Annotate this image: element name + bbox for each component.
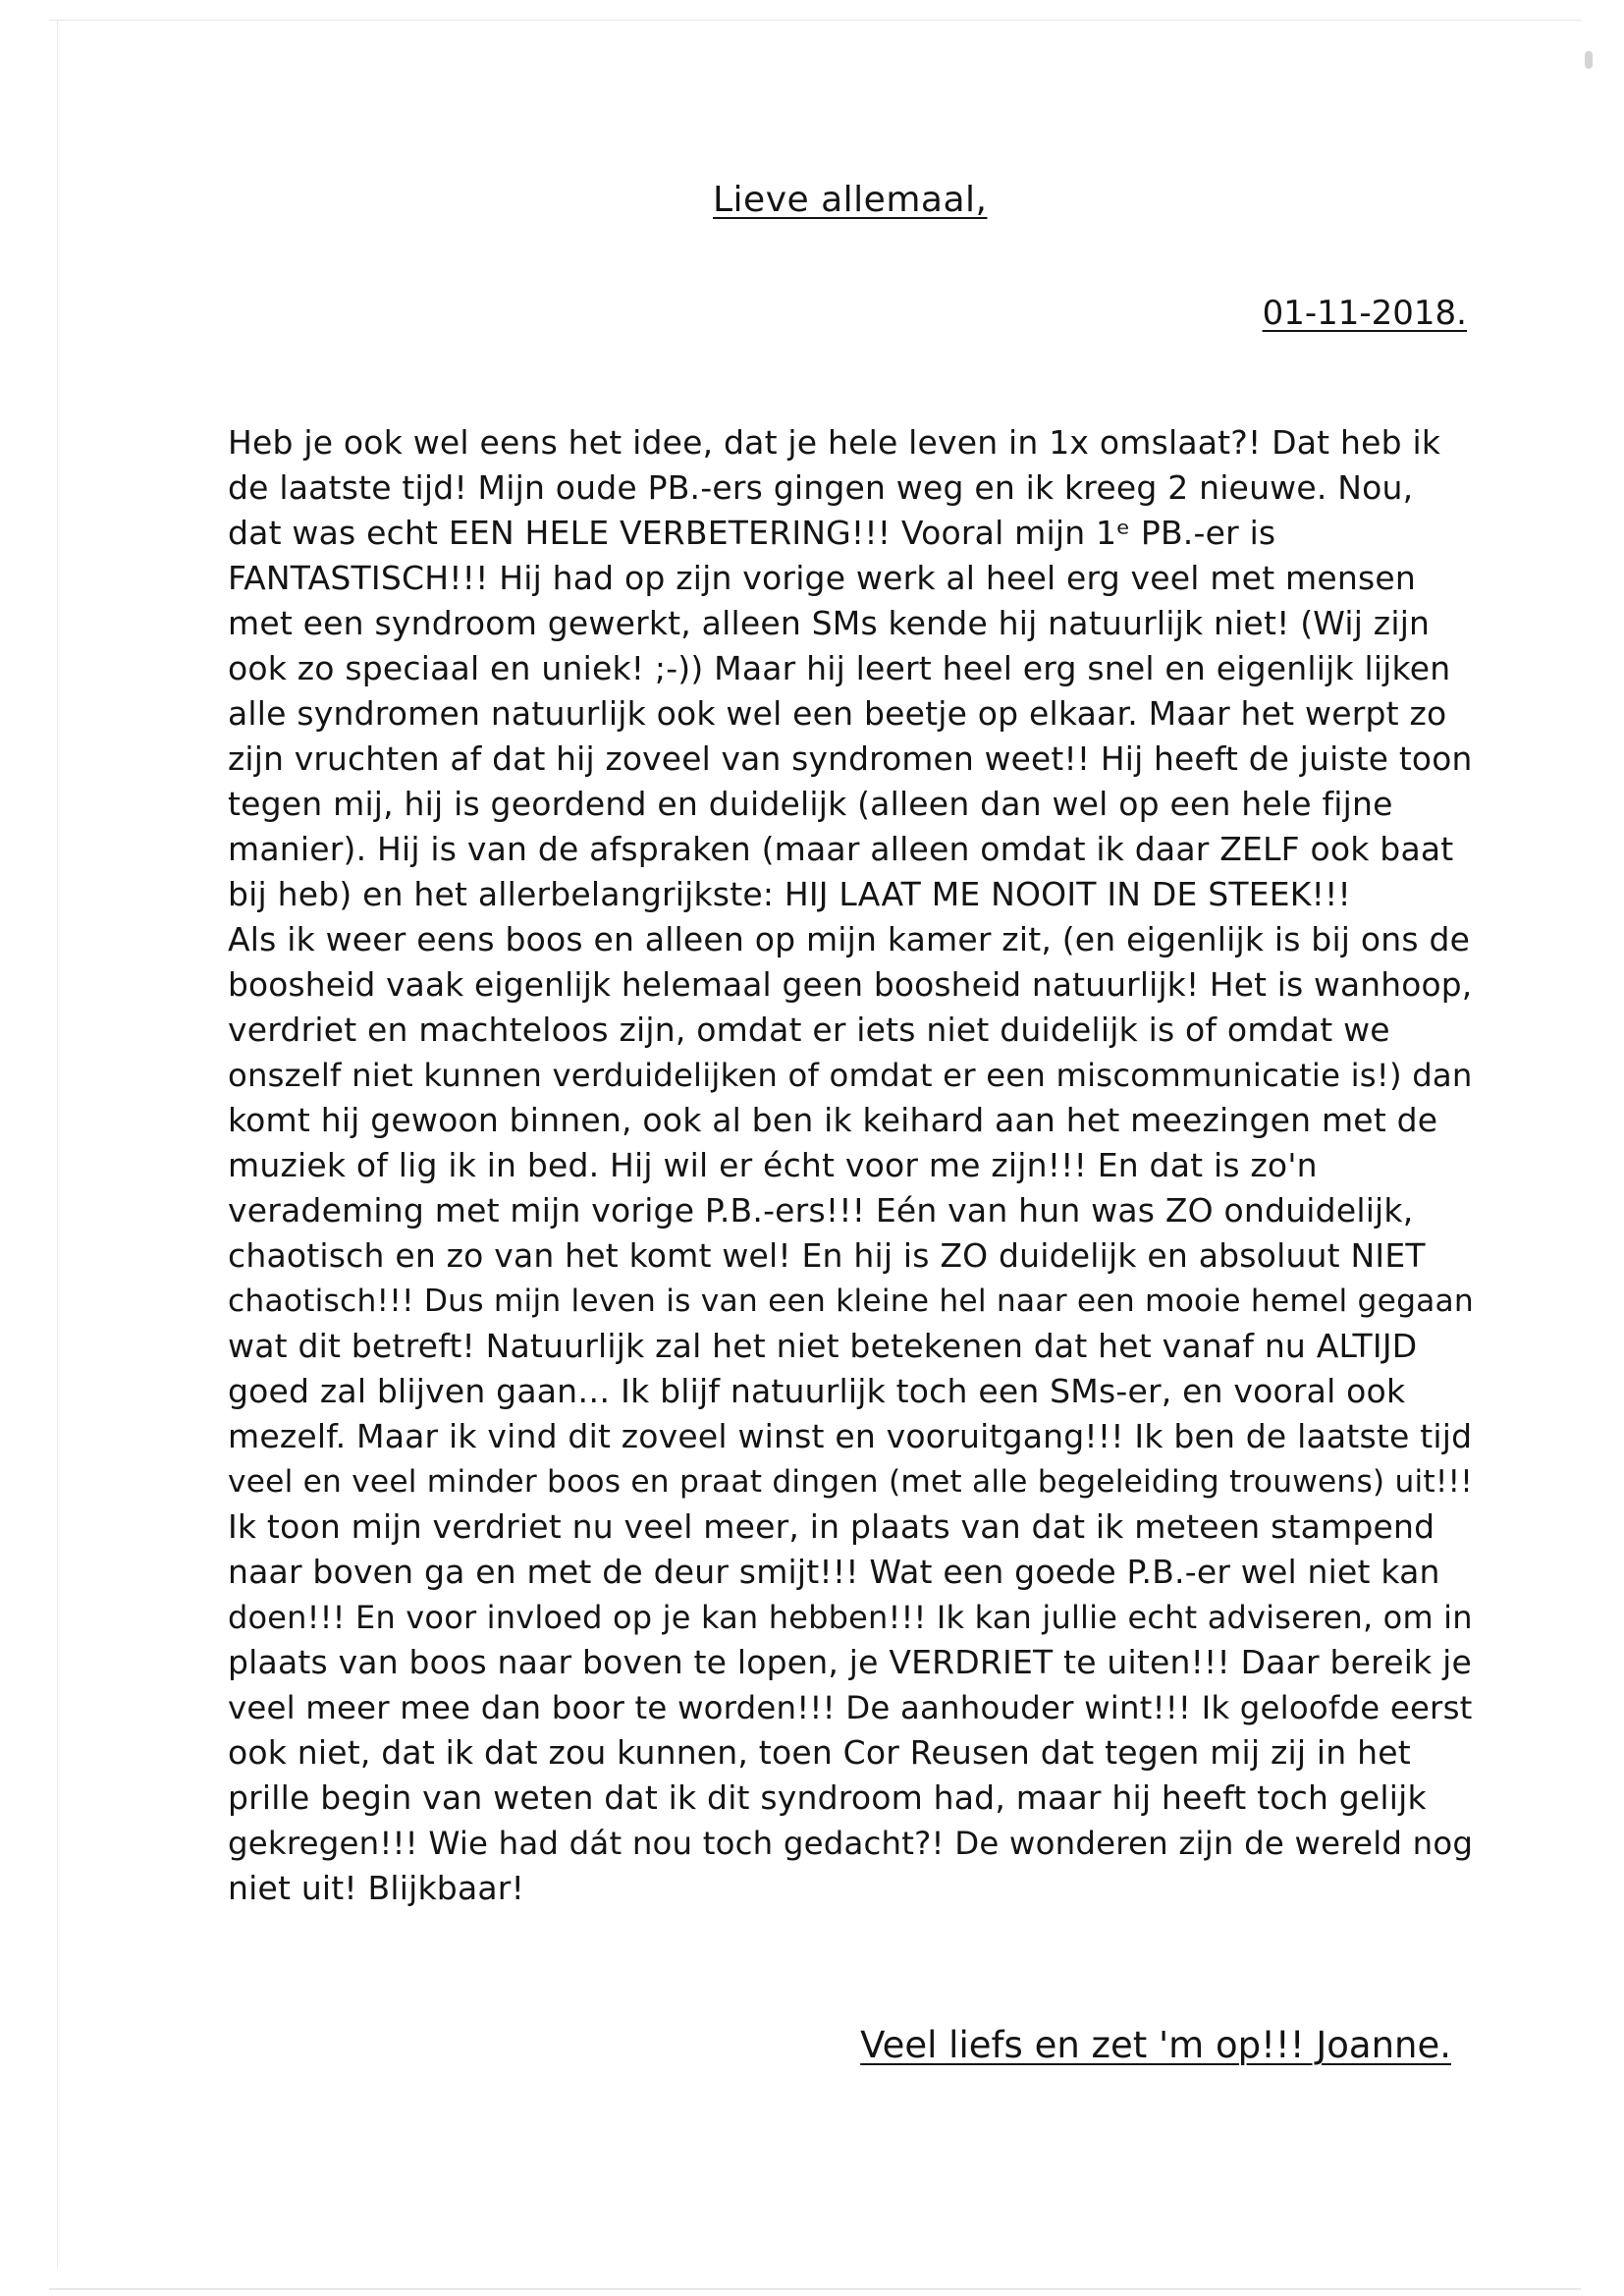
body-line: de laatste tijd! Mijn oude PB.-ers gingen weg en ik kreeg 2 nieuwe. Nou, xyxy=(228,468,1414,507)
body-line: Ik toon mijn verdriet nu veel meer, in plaats van dat ik meteen stampend xyxy=(228,1507,1435,1546)
letter-signature: Veel liefs en zet 'm op!!! Joanne. xyxy=(860,2024,1451,2066)
body-line: zijn vruchten af dat hij zoveel van syndromen weet!! Hij heeft de juiste toon xyxy=(228,740,1473,778)
body-line: Als ik weer eens boos en alleen op mijn kamer zit, (en eigenlijk is bij ons de xyxy=(228,920,1471,958)
scan-edge-bottom xyxy=(49,2288,1581,2290)
body-line: boosheid vaak eigenlijk helemaal geen boosheid natuurlijk! Het is wanhoop, xyxy=(228,966,1473,1004)
body-line: veel meer mee dan boor te worden!!! De aanhouder wint!!! Ik geloofde eerst xyxy=(228,1689,1473,1726)
body-line: muziek of lig ik in bed. Hij wil er écht voor me zijn!!! En dat is zo'n xyxy=(228,1146,1318,1184)
body-line: alle syndromen natuurlijk ook wel een beetje op elkaar. Maar het werpt zo xyxy=(228,694,1447,733)
body-line: niet uit! Blijkbaar! xyxy=(228,1869,524,1907)
body-line: ook niet, dat ik dat zou kunnen, toen Cor Reusen dat tegen mij zij in het xyxy=(228,1733,1411,1772)
body-line: FANTASTISCH!!! Hij had op zijn vorige werk al heel erg veel met mensen xyxy=(228,559,1416,597)
body-line: komt hij gewoon binnen, ook al ben ik keihard aan het meezingen met de xyxy=(228,1101,1438,1139)
body-line: wat dit betreft! Natuurlijk zal het niet betekenen dat het vanaf nu ALTIJD xyxy=(228,1327,1418,1365)
letter-date: 01-11-2018. xyxy=(1262,294,1467,333)
body-line: bij heb) en het allerbelangrijkste: HIJ LAAT ME NOOIT IN DE STEEK!!! xyxy=(228,875,1351,913)
body-line: ook zo speciaal en uniek! ;-)) Maar hij leert heel erg snel en eigenlijk lijken xyxy=(228,649,1451,687)
scan-edge-left xyxy=(57,20,58,2269)
scan-edge-top xyxy=(49,20,1581,21)
scan-corner-mark xyxy=(1585,51,1593,69)
body-line: plaats van boos naar boven te lopen, je VERDRIET te uiten!!! Daar bereik je xyxy=(228,1643,1472,1681)
body-line: manier). Hij is van de afspraken (maar alleen omdat ik daar ZELF ook baat xyxy=(228,830,1454,868)
letter-salutation: Lieve allemaal, xyxy=(713,180,988,220)
body-line: naar boven ga en met de deur smijt!!! Wat een goede P.B.-er wel niet kan xyxy=(228,1553,1440,1591)
body-line: chaotisch!!! Dus mijn leven is van een kleine hel naar een mooie hemel gegaan xyxy=(228,1284,1474,1319)
body-line: veel en veel minder boos en praat dingen (met alle begeleiding trouwens) uit!!! xyxy=(228,1464,1474,1500)
body-line: gekregen!!! Wie had dát nou toch gedacht?! De wonderen zijn de wereld nog xyxy=(228,1825,1474,1862)
body-line: chaotisch en zo van het komt wel! En hij is ZO duidelijk en absoluut NIET xyxy=(228,1236,1426,1275)
body-line: tegen mij, hij is geordend en duidelijk (alleen dan wel op een hele fijne xyxy=(228,785,1393,823)
letter-body xyxy=(228,420,1473,1911)
body-line: dat was echt EEN HELE VERBETERING!!! Vooral mijn 1ᵉ PB.-er is xyxy=(228,514,1276,552)
body-line: verdriet en machteloos zijn, omdat er iets niet duidelijk is of omdat we xyxy=(228,1011,1390,1049)
body-line: mezelf. Maar ik vind dit zoveel winst en vooruitgang!!! Ik ben de laatste tijd xyxy=(228,1417,1473,1455)
body-line: onszelf niet kunnen verduidelijken of omdat er een miscommunicatie is!) dan xyxy=(228,1057,1473,1094)
body-line: goed zal blijven gaan… Ik blijf natuurlijk toch een SMs-er, en vooral ook xyxy=(228,1372,1406,1410)
body-line: verademing met mijn vorige P.B.-ers!!! Eén van hun was ZO onduidelijk, xyxy=(228,1191,1414,1230)
body-line: prille begin van weten dat ik dit syndroom had, maar hij heeft toch gelijk xyxy=(228,1778,1427,1817)
body-line: doen!!! En voor invloed op je kan hebben!!! Ik kan jullie echt adviseren, om in xyxy=(228,1599,1473,1636)
body-line: met een syndroom gewerkt, alleen SMs kende hij natuurlijk niet! (Wij zijn xyxy=(228,604,1431,642)
body-line: Heb je ook wel eens het idee, dat je hele leven in 1x omslaat?! Dat heb ik xyxy=(228,423,1441,462)
